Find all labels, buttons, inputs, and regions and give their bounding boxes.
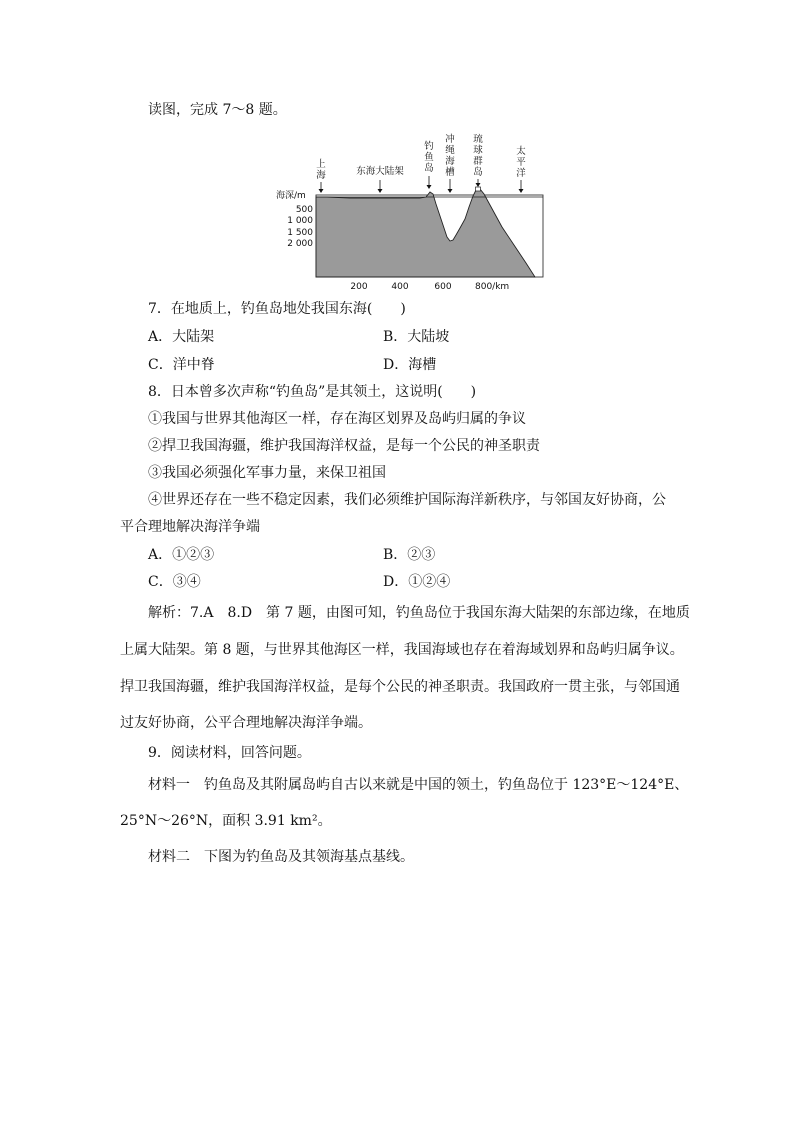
label-shanghai-c1: 上	[316, 159, 326, 170]
label-ryukyu	[473, 133, 483, 187]
label-ryukyu-c3: 群	[473, 156, 483, 167]
y-axis-label: 海深/m	[276, 191, 306, 201]
q8-option-c: C．③④	[148, 574, 201, 590]
label-ryukyu-c2: 球	[473, 145, 483, 156]
q9-stem: 9．阅读材料，回答问题。	[148, 745, 311, 761]
q7-option-c: C．洋中脊	[148, 357, 215, 373]
x-tick-600: 600	[434, 282, 452, 292]
q7-stem: 7．在地质上，钓鱼岛地处我国东海( )	[148, 301, 406, 317]
analysis-line-2: 上属大陆架。第 8 题，与世界其他海区一样，我国海域也存在着海域划界和岛屿归属争议。	[120, 642, 684, 658]
q8-option-b: B．②③	[383, 547, 436, 563]
label-diaoyu-c2: 鱼	[424, 152, 434, 163]
y-tick-1000: 1 000	[287, 216, 313, 226]
analysis-line-1: 解析：7.A 8.D 第 7 题，由图可知，钓鱼岛位于我国东海大陆架的东部边缘，在地质	[148, 605, 690, 621]
q8-statement-3: ③我国必须强化军事力量，来保卫祖国	[148, 465, 386, 481]
label-okinawa-c2: 绳	[445, 145, 455, 156]
label-diaoyu	[424, 140, 434, 189]
x-tick-800: 800/km	[475, 282, 510, 292]
label-okinawa-c3: 海	[445, 156, 455, 167]
label-okinawa-c1: 冲	[445, 134, 455, 145]
q8-statement-2: ②捍卫我国海疆，维护我国海洋权益，是每一个公民的神圣职责	[148, 438, 540, 454]
label-shanghai-c2: 海	[316, 170, 326, 181]
y-tick-1500: 1 500	[287, 228, 313, 238]
analysis-line-3: 捍卫我国海疆，维护我国海洋权益，是每个公民的神圣职责。我国政府一贯主张，与邻国通	[120, 679, 680, 695]
y-tick-2000: 2 000	[287, 239, 313, 249]
profile-svg	[270, 132, 560, 294]
ryukyu-island-mark	[476, 187, 481, 191]
q9-material-2: 材料二 下图为钓鱼岛及其领海基点基线。	[148, 849, 414, 865]
label-diaoyu-c1: 钓	[424, 141, 434, 152]
q8-option-a: A．①②③	[148, 547, 215, 563]
label-shelf	[356, 165, 404, 193]
label-pacific	[516, 145, 526, 193]
label-ryukyu-c1: 琉	[473, 134, 483, 145]
label-shelf-text: 东海大陆架	[356, 166, 404, 177]
q7-option-b: B．大陆坡	[383, 329, 450, 345]
q8-statement-4b: 平合理地解决海洋争端	[120, 519, 260, 535]
x-tick-200: 200	[350, 282, 368, 292]
q9-material-1b: 25°N～26°N，面积 3.91 km²。	[120, 813, 332, 829]
label-okinawa-c4: 槽	[445, 167, 455, 178]
label-ryukyu-c4: 岛	[473, 167, 483, 178]
label-okinawa	[445, 133, 455, 193]
intro-text: 读图，完成 7～8 题。	[148, 102, 287, 118]
label-pacific-c1: 太	[516, 146, 526, 157]
sea-depth-profile-figure	[270, 132, 560, 294]
q8-option-d: D．①②④	[383, 574, 451, 590]
q8-statement-4a: ④世界还存在一些不稳定因素，我们必须维护国际海洋新秩序，与邻国友好协商，公	[148, 492, 666, 508]
q9-material-1a: 材料一 钓鱼岛及其附属岛屿自古以来就是中国的领土，钓鱼岛位于 123°E～124°E、	[148, 777, 689, 793]
label-shanghai	[316, 158, 326, 193]
analysis-line-4: 过友好协商，公平合理地解决海洋争端。	[120, 715, 372, 731]
label-pacific-c2: 平	[516, 157, 526, 168]
q8-statement-1: ①我国与世界其他海区一样，存在海区划界及岛屿归属的争议	[148, 411, 526, 427]
label-pacific-c3: 洋	[516, 168, 526, 179]
y-tick-500: 500	[295, 205, 313, 215]
q7-option-a: A．大陆架	[148, 329, 215, 345]
q7-option-d: D．海槽	[383, 357, 437, 373]
label-diaoyu-c3: 岛	[424, 163, 434, 174]
q8-stem: 8．日本曾多次声称“钓鱼岛”是其领土，这说明( )	[148, 384, 477, 400]
x-tick-400: 400	[391, 282, 409, 292]
